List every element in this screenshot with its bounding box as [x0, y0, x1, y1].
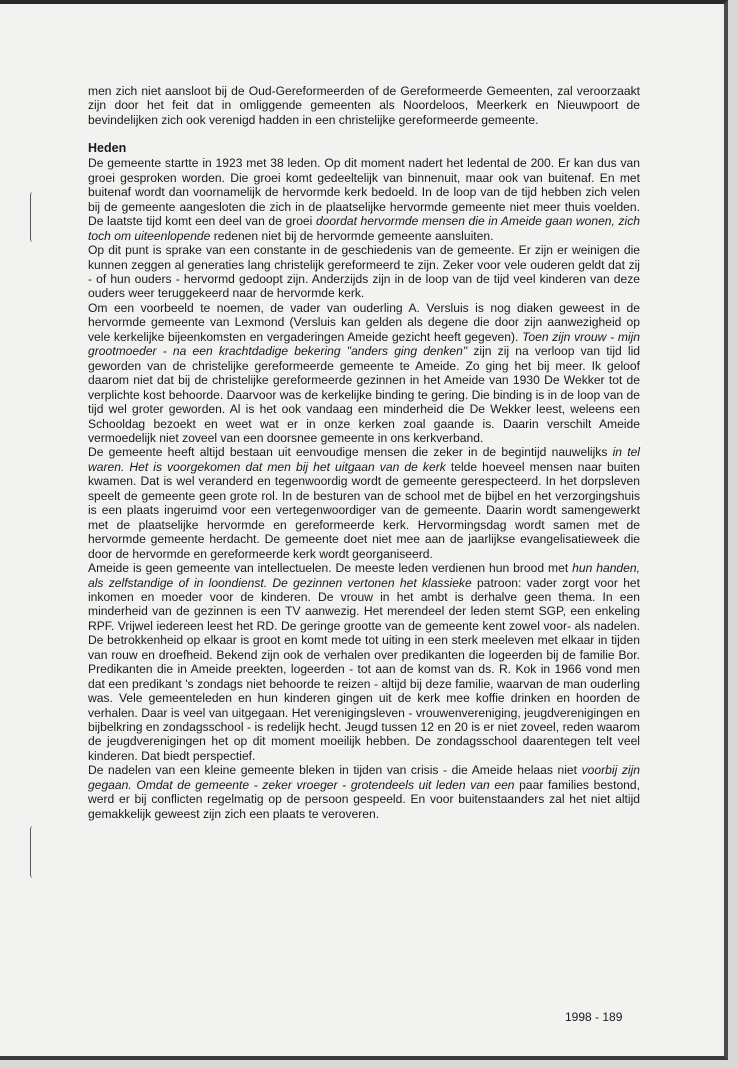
page-number: 1998 - 189 — [565, 1010, 623, 1024]
intro-paragraph: men zich niet aansloot bij de Oud-Gereformeerden of de Gereformeerde Gemeenten, zal veroorzaakt zijn door het feit dat in omliggende gemeenten als Noordeloos, Meerkerk en Nieuwpoort de bevindelijken zich ook verenigd hadden in een christelijke gereformeerde gemeente. — [88, 84, 640, 127]
paragraph-disadvantages — [88, 763, 640, 821]
paragraph-simple-people — [88, 445, 640, 561]
binder-mark-bottom — [30, 826, 37, 878]
text-span: De nadelen van een kleine gemeente bleken in tijden van crisis - die Ameide helaas niet — [88, 763, 578, 778]
article-body — [88, 84, 640, 821]
paragraph-example — [88, 301, 640, 446]
text-span: zijn zij na verloop van tijd lid geworden van de christelijke gereformeerde gemeente te Ameide. Zo ging het bij meer. Ik geloof daarom niet dat bij de christelijke gereformeerde gezinnen in het Ameide van 1930 De Wekker tot de verplichte kost behoorde. Daarvoor was de kerkelijke binding te gering. Die binding is in de loop van de tijd wel groter geworden. Al is het ook vandaag een minderheid die De Wekker leest, weleens een Schooldag bezoekt en weet wat er in onze kerken zoal gaande is. Daarin verschilt Ameide vermoedelijk niet zoveel van een doorsnee gemeente in ons kerkverband. — [88, 344, 640, 445]
paragraph-constant: Op dit punt is sprake van een constante in de geschiedenis van de gemeente. Er zijn er weinigen die kunnen zeggen al generaties lang christelijk gereformeerd te zijn. Zeker voor vele ouderen geldt dat zij - of hun ouders - hervormd gedoopt zijn. Anderzijds zijn in de loop van de tijd veel kinderen van deze ouders weer teruggekeerd naar de hervormde kerk. — [88, 243, 640, 301]
text-span: Ameide is geen gemeente van intellectuelen. De meeste leden verdienen hun brood met — [88, 561, 569, 576]
text-span: paar families bestond, werd er bij conflicten regelmatig op de persoon gespeeld. En voor buitenstaanders zal het niet altijd gemakkelijk geweest zijn zich een plaats te veroveren. — [88, 777, 640, 821]
paragraph-growth — [88, 156, 640, 243]
paragraph-no-intellectuals — [88, 561, 640, 763]
text-span: redenen niet bij de hervormde gemeente aansluiten. — [213, 228, 494, 243]
text-span: De gemeente startte in 1923 met 38 leden. Op dit moment nadert het ledental de 200. Er kan dus van groei gesproken worden. Die groei komt gedeeltelijk van binnenuit, maar ook van buitenaf. En met buitenaf wordt dan voornamelijk de hervormde kerk bedoeld. In de loop van de tijd hebben zich velen bij de gemeente aangesloten die zich in de plaatselijke hervormde gemeente niet meer thuis voelden. De laatste tijd komt een deel van de groei — [88, 156, 640, 229]
text-span: De gemeente heeft altijd bestaan uit eenvoudige mensen die zeker in de begintijd nauwelijks — [88, 445, 608, 460]
italic-span: voorbij zijn gegaan. Omdat de gemeente - zeker vroeger - grotendeels uit leden van een — [88, 763, 640, 792]
text-span: Om een voorbeeld te noemen, de vader van ouderling A. Versluis is nog diaken geweest in de hervormde gemeente van Lexmond (Versluis kan gelden als degene die door zijn aanwezigheid op vele kerkelijke bijeenkomsten en vergaderingen Ameide gezicht heeft gegeven). — [88, 300, 640, 344]
binder-mark-top — [30, 192, 37, 242]
italic-span: Toen zijn vrouw - mijn grootmoeder - na een krachtdadige bekering "anders ging denken" — [88, 329, 640, 359]
italic-span: hun handen, als zelfstandige of in loondienst. De gezinnen vertonen het klassieke — [88, 561, 640, 590]
italic-span: in tel waren. Het is voorgekomen dat men bij het uitgaan van de kerk — [88, 445, 640, 474]
italic-span: doordat hervormde mensen die in Ameide gaan wonen, zich toch om uiteenlopende — [88, 214, 640, 243]
section-heading: Heden — [88, 141, 127, 156]
text-span: patroon: vader zorgt voor het inkomen en moeder voor de kinderen. De vrouw in het ambt is derhalve geen thema. In een minderheid van de gezinnen is een TV aanwezig. Het merendeel der leden stemt SGP, een enkeling RPF. Vrijwel iedereen leest het RD. De geringe grootte van de gemeente kent zowel voor- als nadelen. De betrokkenheid op elkaar is groot en komt mede tot uiting in een sterk meeleven met elkaar in tijden van rouw en droefheid. Bekend zijn ook de verhalen over predikanten die logeerden bij de familie Bor. Predikanten die in Ameide preekten, logeerden - tot aan de komst van ds. R. Kok in 1966 vond men dat een predikant 's zondags niet behoorde te reizen - altijd bij deze familie, waarvan de man ouderling was. Vele gemeenteleden en hun kinderen gingen uit de kerk mee koffie drinken en hoorden de verhalen. Daar is veel van uitgegaan. Het verenigingsleven - vrouwenvereniging, jeugdverenigingen en bijbelkring en zondagsschool - is redelijk hecht. Jeugd tussen 12 en 20 is er niet zoveel, reden waarom de jeugdverenigingen het op dit moment moeilijk hebben. De zondagsschool daarentegen telt veel kinderen. Dat biedt perspectief. — [88, 575, 641, 763]
text-span: telde hoeveel mensen naar buiten kwamen. Dat is wel veranderd en tegenwoordig wordt de gemeente gerespecteerd. In het dorpsleven speelt de gemeente geen grote rol. In de besturen van de school met de bijbel en het verzorgingshuis is een plaats ingeruimd voor een vertegenwoordiger van de gemeente. Daarin wordt samengewerkt met de plaatselijke hervormde en gereformeerde kerk. Hervormingsdag wordt samen met de hervormde gemeente herdacht. De gemeente doet niet mee aan de jaarlijkse evangelisatieweek die door de hervormde en gereformeerde kerk wordt georganiseerd. — [88, 459, 640, 561]
